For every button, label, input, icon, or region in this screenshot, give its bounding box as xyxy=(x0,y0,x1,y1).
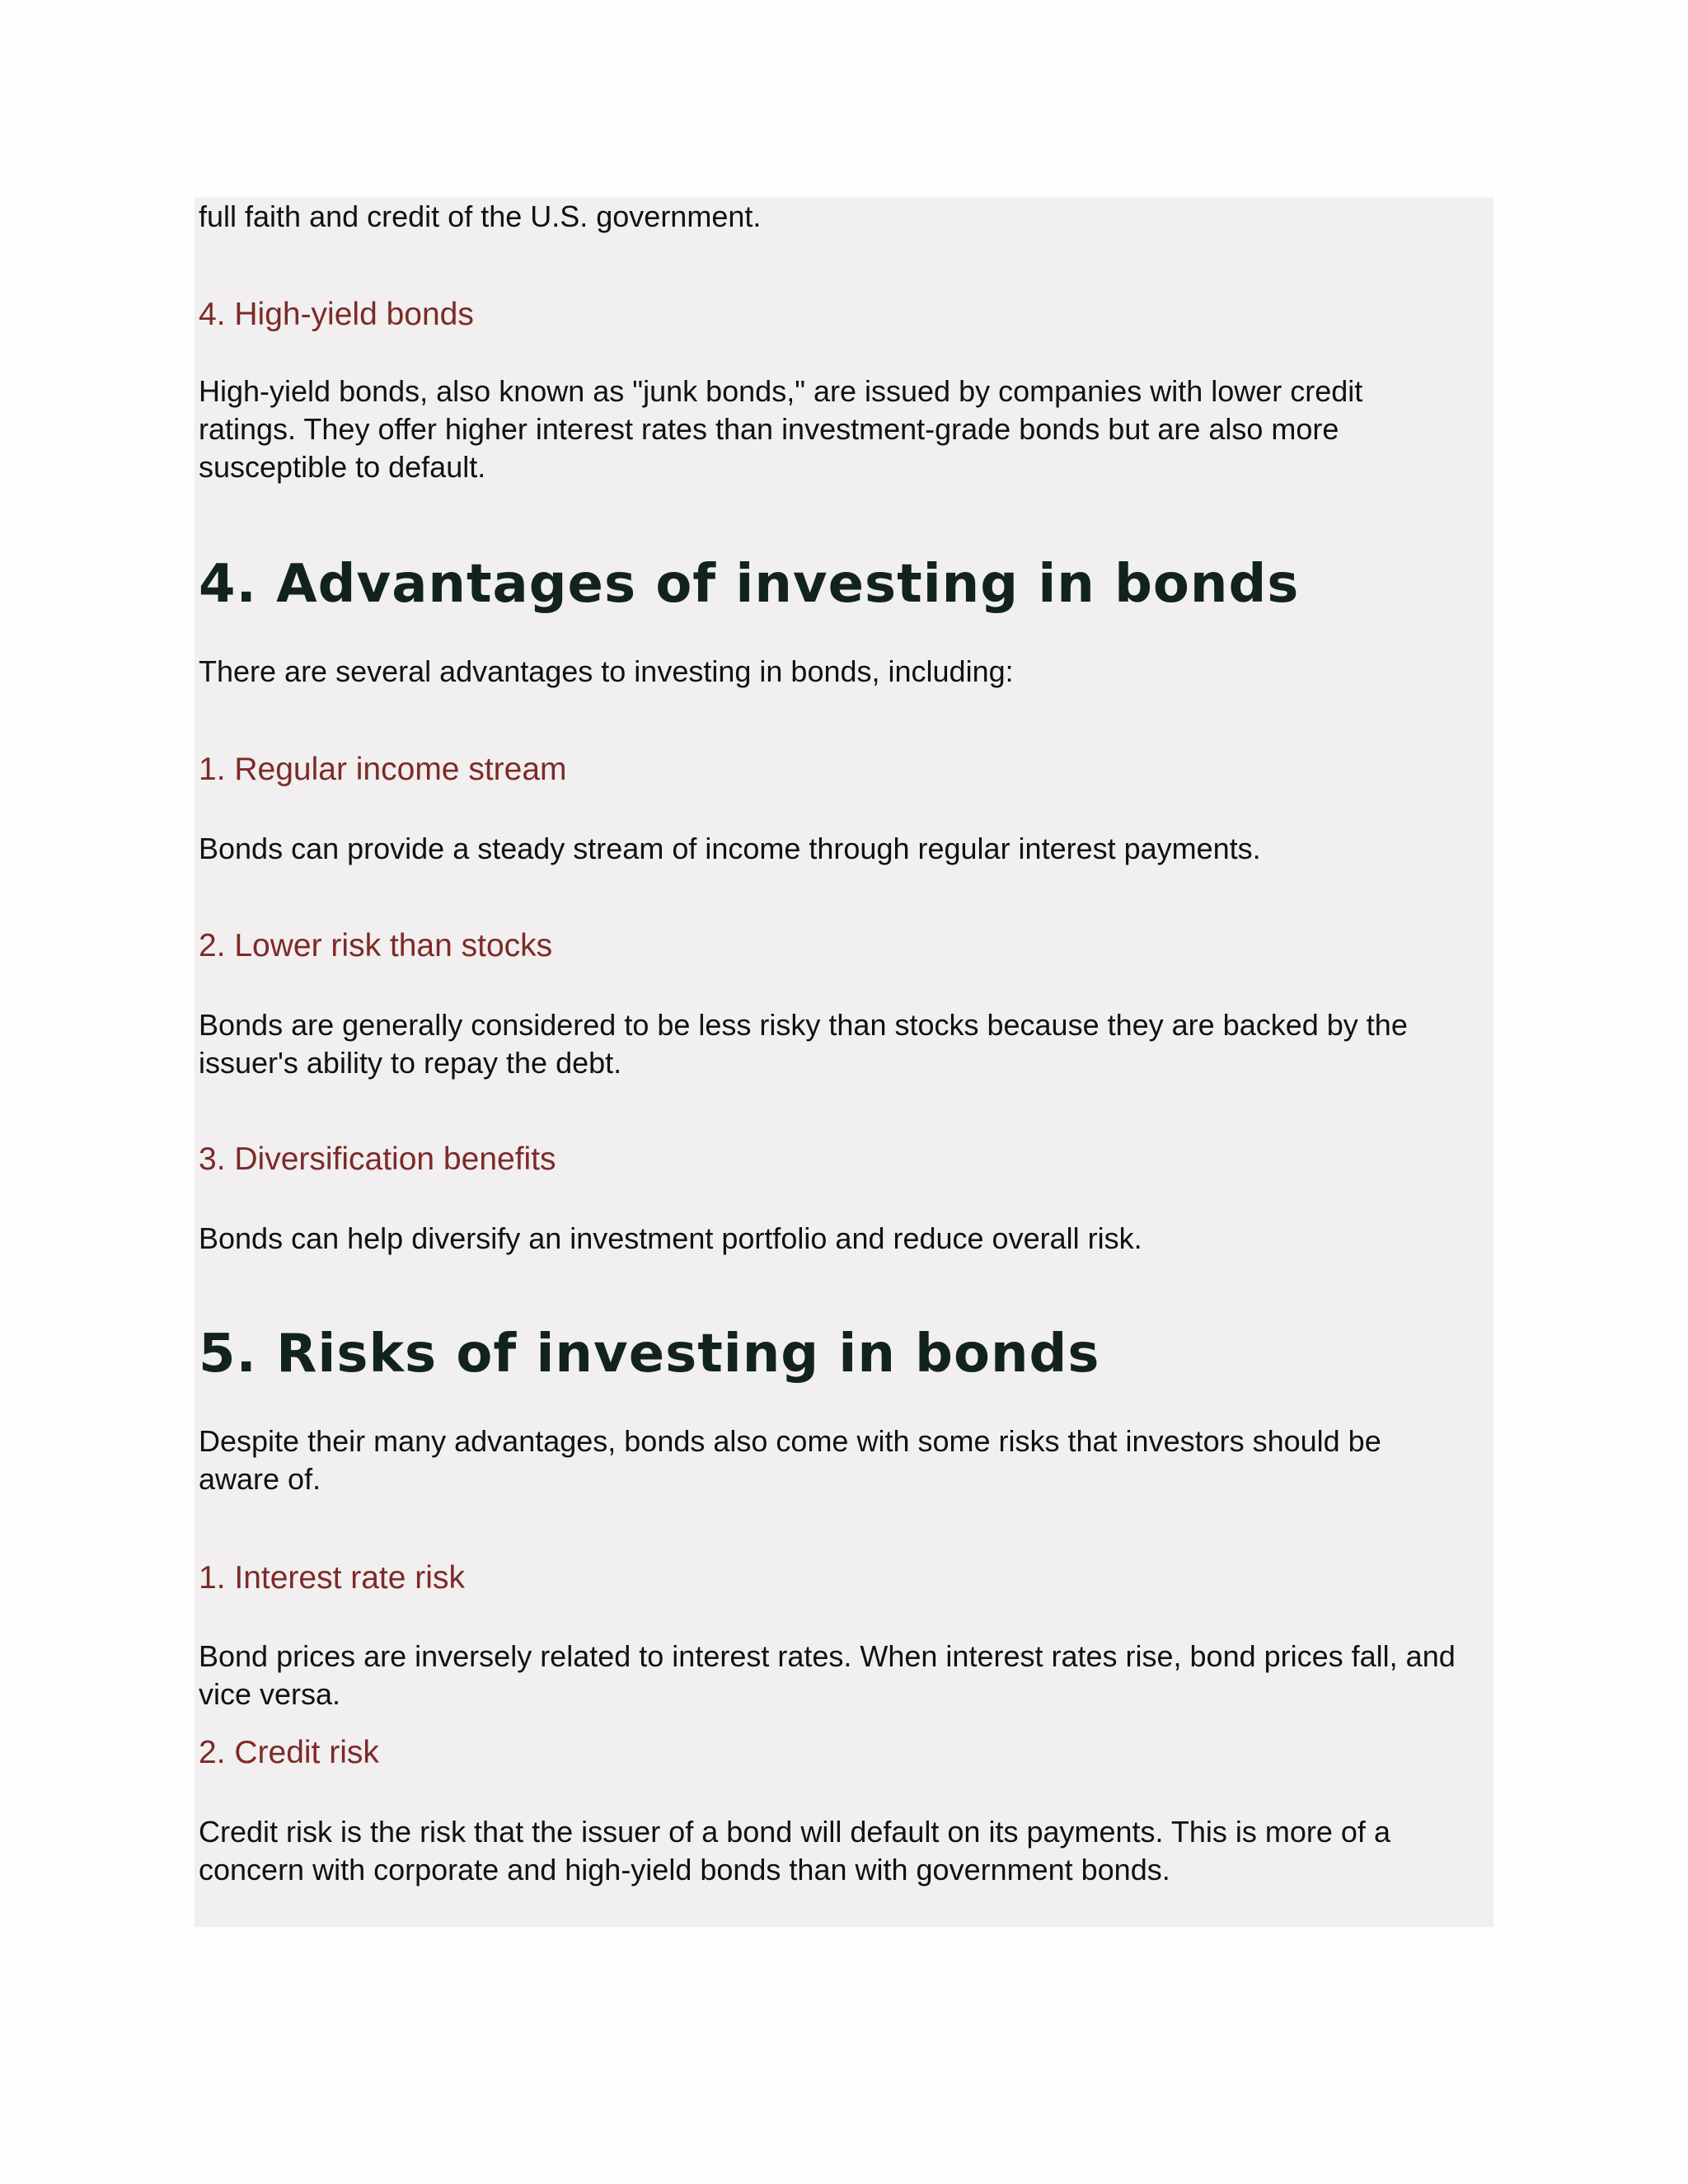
interest-rate-risk-heading: 1. Interest rate risk xyxy=(199,1560,465,1596)
paragraph-line: vice versa. xyxy=(199,1677,341,1711)
paragraph-line: Bonds can help diversify an investment portfolio and reduce overall risk. xyxy=(199,1221,1142,1255)
diversification-heading: 3. Diversification benefits xyxy=(199,1141,556,1177)
paragraph-line: aware of. xyxy=(199,1462,321,1496)
interest-rate-risk-paragraph xyxy=(199,1638,1456,1713)
intro-continuation-text: full faith and credit of the U.S. government. xyxy=(199,199,762,233)
regular-income-heading: 1. Regular income stream xyxy=(199,752,567,787)
credit-risk-heading: 2. Credit risk xyxy=(199,1735,379,1770)
paragraph-line: Credit risk is the risk that the issuer of a bond will default on its payments. This is more of a xyxy=(199,1815,1390,1849)
lower-risk-paragraph xyxy=(199,1006,1408,1082)
paragraph-line: issuer's ability to repay the debt. xyxy=(199,1046,622,1080)
risks-intro-paragraph xyxy=(199,1422,1381,1498)
risks-section-heading: 5. Risks of investing in bonds xyxy=(199,1324,1100,1385)
high-yield-heading: 4. High-yield bonds xyxy=(199,297,474,332)
paragraph-line: Despite their many advantages, bonds also come with some risks that investors should be xyxy=(199,1424,1381,1458)
paragraph-line: concern with corporate and high-yield bonds than with government bonds. xyxy=(199,1853,1170,1886)
paragraph-line: ratings. They offer higher interest rates than investment-grade bonds but are also more xyxy=(199,412,1339,446)
advantages-section-heading: 4. Advantages of investing in bonds xyxy=(199,554,1300,615)
paragraph-line: Bonds can provide a steady stream of income through regular interest payments. xyxy=(199,832,1261,865)
diversification-paragraph xyxy=(199,1220,1142,1258)
paragraph-line: High-yield bonds, also known as "junk bonds," are issued by companies with lower credit xyxy=(199,374,1363,408)
paragraph-line: Bond prices are inversely related to interest rates. When interest rates rise, bond prices fall, and xyxy=(199,1639,1456,1673)
high-yield-paragraph xyxy=(199,373,1362,486)
regular-income-paragraph xyxy=(199,830,1261,868)
paragraph-line: susceptible to default. xyxy=(199,450,486,484)
lower-risk-heading: 2. Lower risk than stocks xyxy=(199,928,553,963)
advantages-intro-text: There are several advantages to investing in bonds, including: xyxy=(199,654,1014,688)
credit-risk-paragraph xyxy=(199,1813,1390,1889)
paragraph-line: Bonds are generally considered to be less risky than stocks because they are backed by the xyxy=(199,1008,1408,1042)
